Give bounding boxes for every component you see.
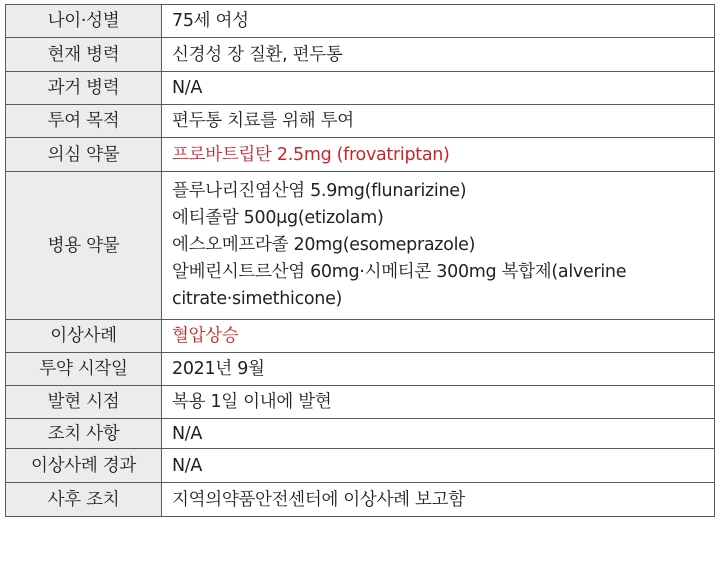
row-label: 조치 사항 [6,419,162,449]
row-value: N/A [162,449,715,483]
row-value: 2021년 9월 [162,353,715,386]
row-value: 75세 여성 [162,5,715,38]
row-label: 투여 목적 [6,105,162,138]
table-row-action [6,419,715,449]
row-label: 이상사례 경과 [6,449,162,483]
table-row-suspected-drug [6,138,715,172]
adverse-event-case-table [5,4,715,517]
row-value: N/A [162,72,715,105]
row-label: 사후 조치 [6,483,162,517]
concomitant-drug-item: 알베린시트르산염 60mg·시메티콘 300mg 복합제(alverine citrate·simethicone) [172,262,627,309]
concomitant-drug-item: 플루나리진염산염 5.9mg(flunarizine) [172,181,467,201]
table-row-past-history [6,72,715,105]
row-value: 편두통 치료를 위해 투여 [162,105,715,138]
table-row-follow-up [6,483,715,517]
concomitant-drug-list [162,172,715,320]
adverse-event-value: 혈압상승 [162,320,715,353]
row-value: 신경성 장 질환, 편두통 [162,38,715,72]
row-label: 이상사례 [6,320,162,353]
table-row-age-sex [6,5,715,38]
table-row-adverse-event [6,320,715,353]
table-row-purpose [6,105,715,138]
concomitant-drug-item: 에티졸람 500μg(etizolam) [172,208,384,228]
table-row-start-date [6,353,715,386]
row-label: 병용 약물 [6,172,162,320]
suspected-drug-value: 프로바트립탄 2.5mg (frovatriptan) [162,138,715,172]
row-label: 현재 병력 [6,38,162,72]
row-label: 의심 약물 [6,138,162,172]
table-row-onset [6,386,715,419]
row-label: 나이·성별 [6,5,162,38]
row-value: 복용 1일 이내에 발현 [162,386,715,419]
row-label: 투약 시작일 [6,353,162,386]
row-value: 지역의약품안전센터에 이상사례 보고함 [162,483,715,517]
table-row-course [6,449,715,483]
row-label: 발현 시점 [6,386,162,419]
table-row-current-history [6,38,715,72]
concomitant-drug-item: 에스오메프라졸 20mg(esomeprazole) [172,235,476,255]
table-row-concomitant-drugs [6,172,715,320]
row-label: 과거 병력 [6,72,162,105]
row-value: N/A [162,419,715,449]
